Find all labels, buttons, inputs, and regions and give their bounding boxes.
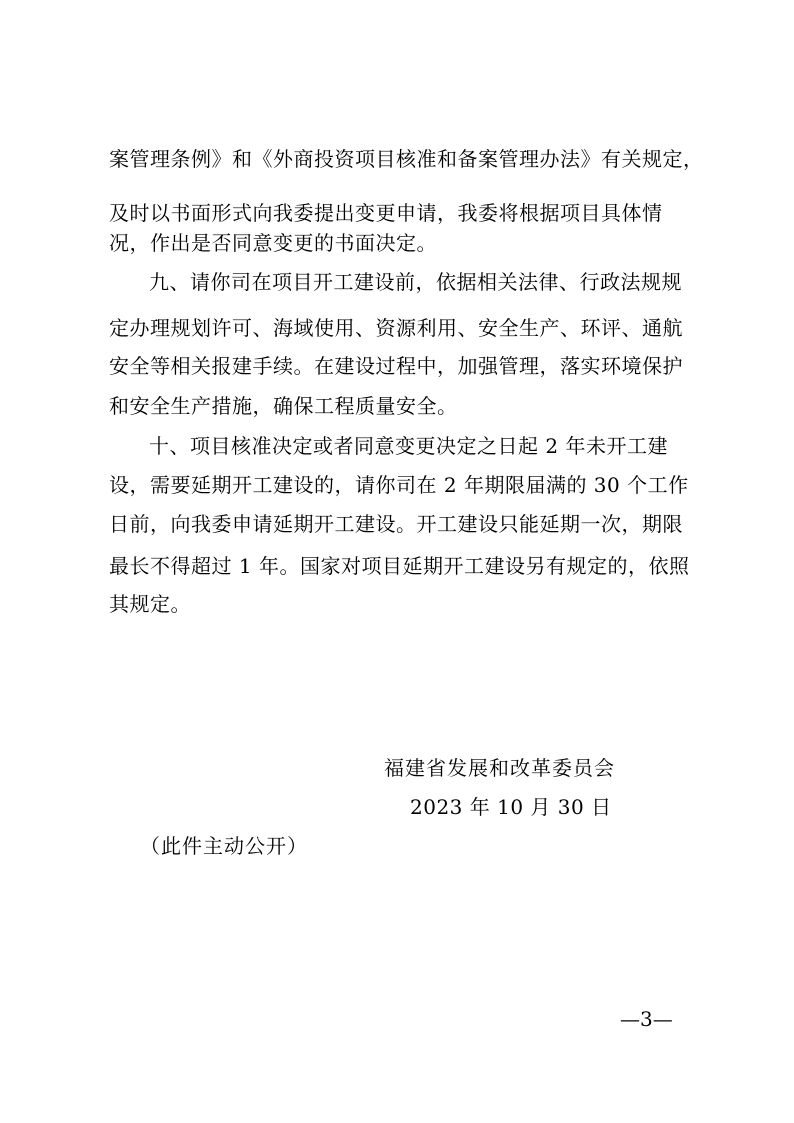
body-line: 安全等相关报建手续。在建设过程中，加强管理，落实环境保护 — [109, 354, 683, 378]
body-line: 及时以书面形式向我委提出变更申请，我委将根据项目具体情 — [109, 201, 663, 225]
signing-date: 2023 年 10 月 30 日 — [410, 795, 612, 819]
signing-organization: 福建省发展和改革委员会 — [384, 756, 615, 780]
body-line: 案管理条例》和《外商投资项目核准和备案管理办法》有关规定， — [109, 147, 704, 171]
body-line: 定办理规划许可、海域使用、资源利用、安全生产、环评、通航 — [109, 316, 683, 340]
disclosure-note: （此件主动公开） — [140, 834, 308, 858]
body-line: 最长不得超过 1 年。国家对项目延期开工建设另有规定的，依照 — [109, 554, 690, 578]
body-line: 况，作出是否同意变更的书面决定。 — [109, 231, 437, 255]
body-line: 设，需要延期开工建设的，请你司在 2 年期限届满的 30 个工作 — [109, 473, 689, 497]
paragraph-nine-start: 九、请你司在项目开工建设前，依据相关法律、行政法规规 — [149, 270, 682, 294]
page-number: —3— — [620, 1007, 673, 1031]
body-line: 日前，向我委申请延期开工建设。开工建设只能延期一次，期限 — [109, 512, 683, 536]
paragraph-ten-start: 十、项目核准决定或者同意变更决定之日起 2 年未开工建 — [149, 434, 668, 458]
body-line: 其规定。 — [109, 592, 191, 616]
body-line: 和安全生产措施，确保工程质量安全。 — [109, 394, 458, 418]
